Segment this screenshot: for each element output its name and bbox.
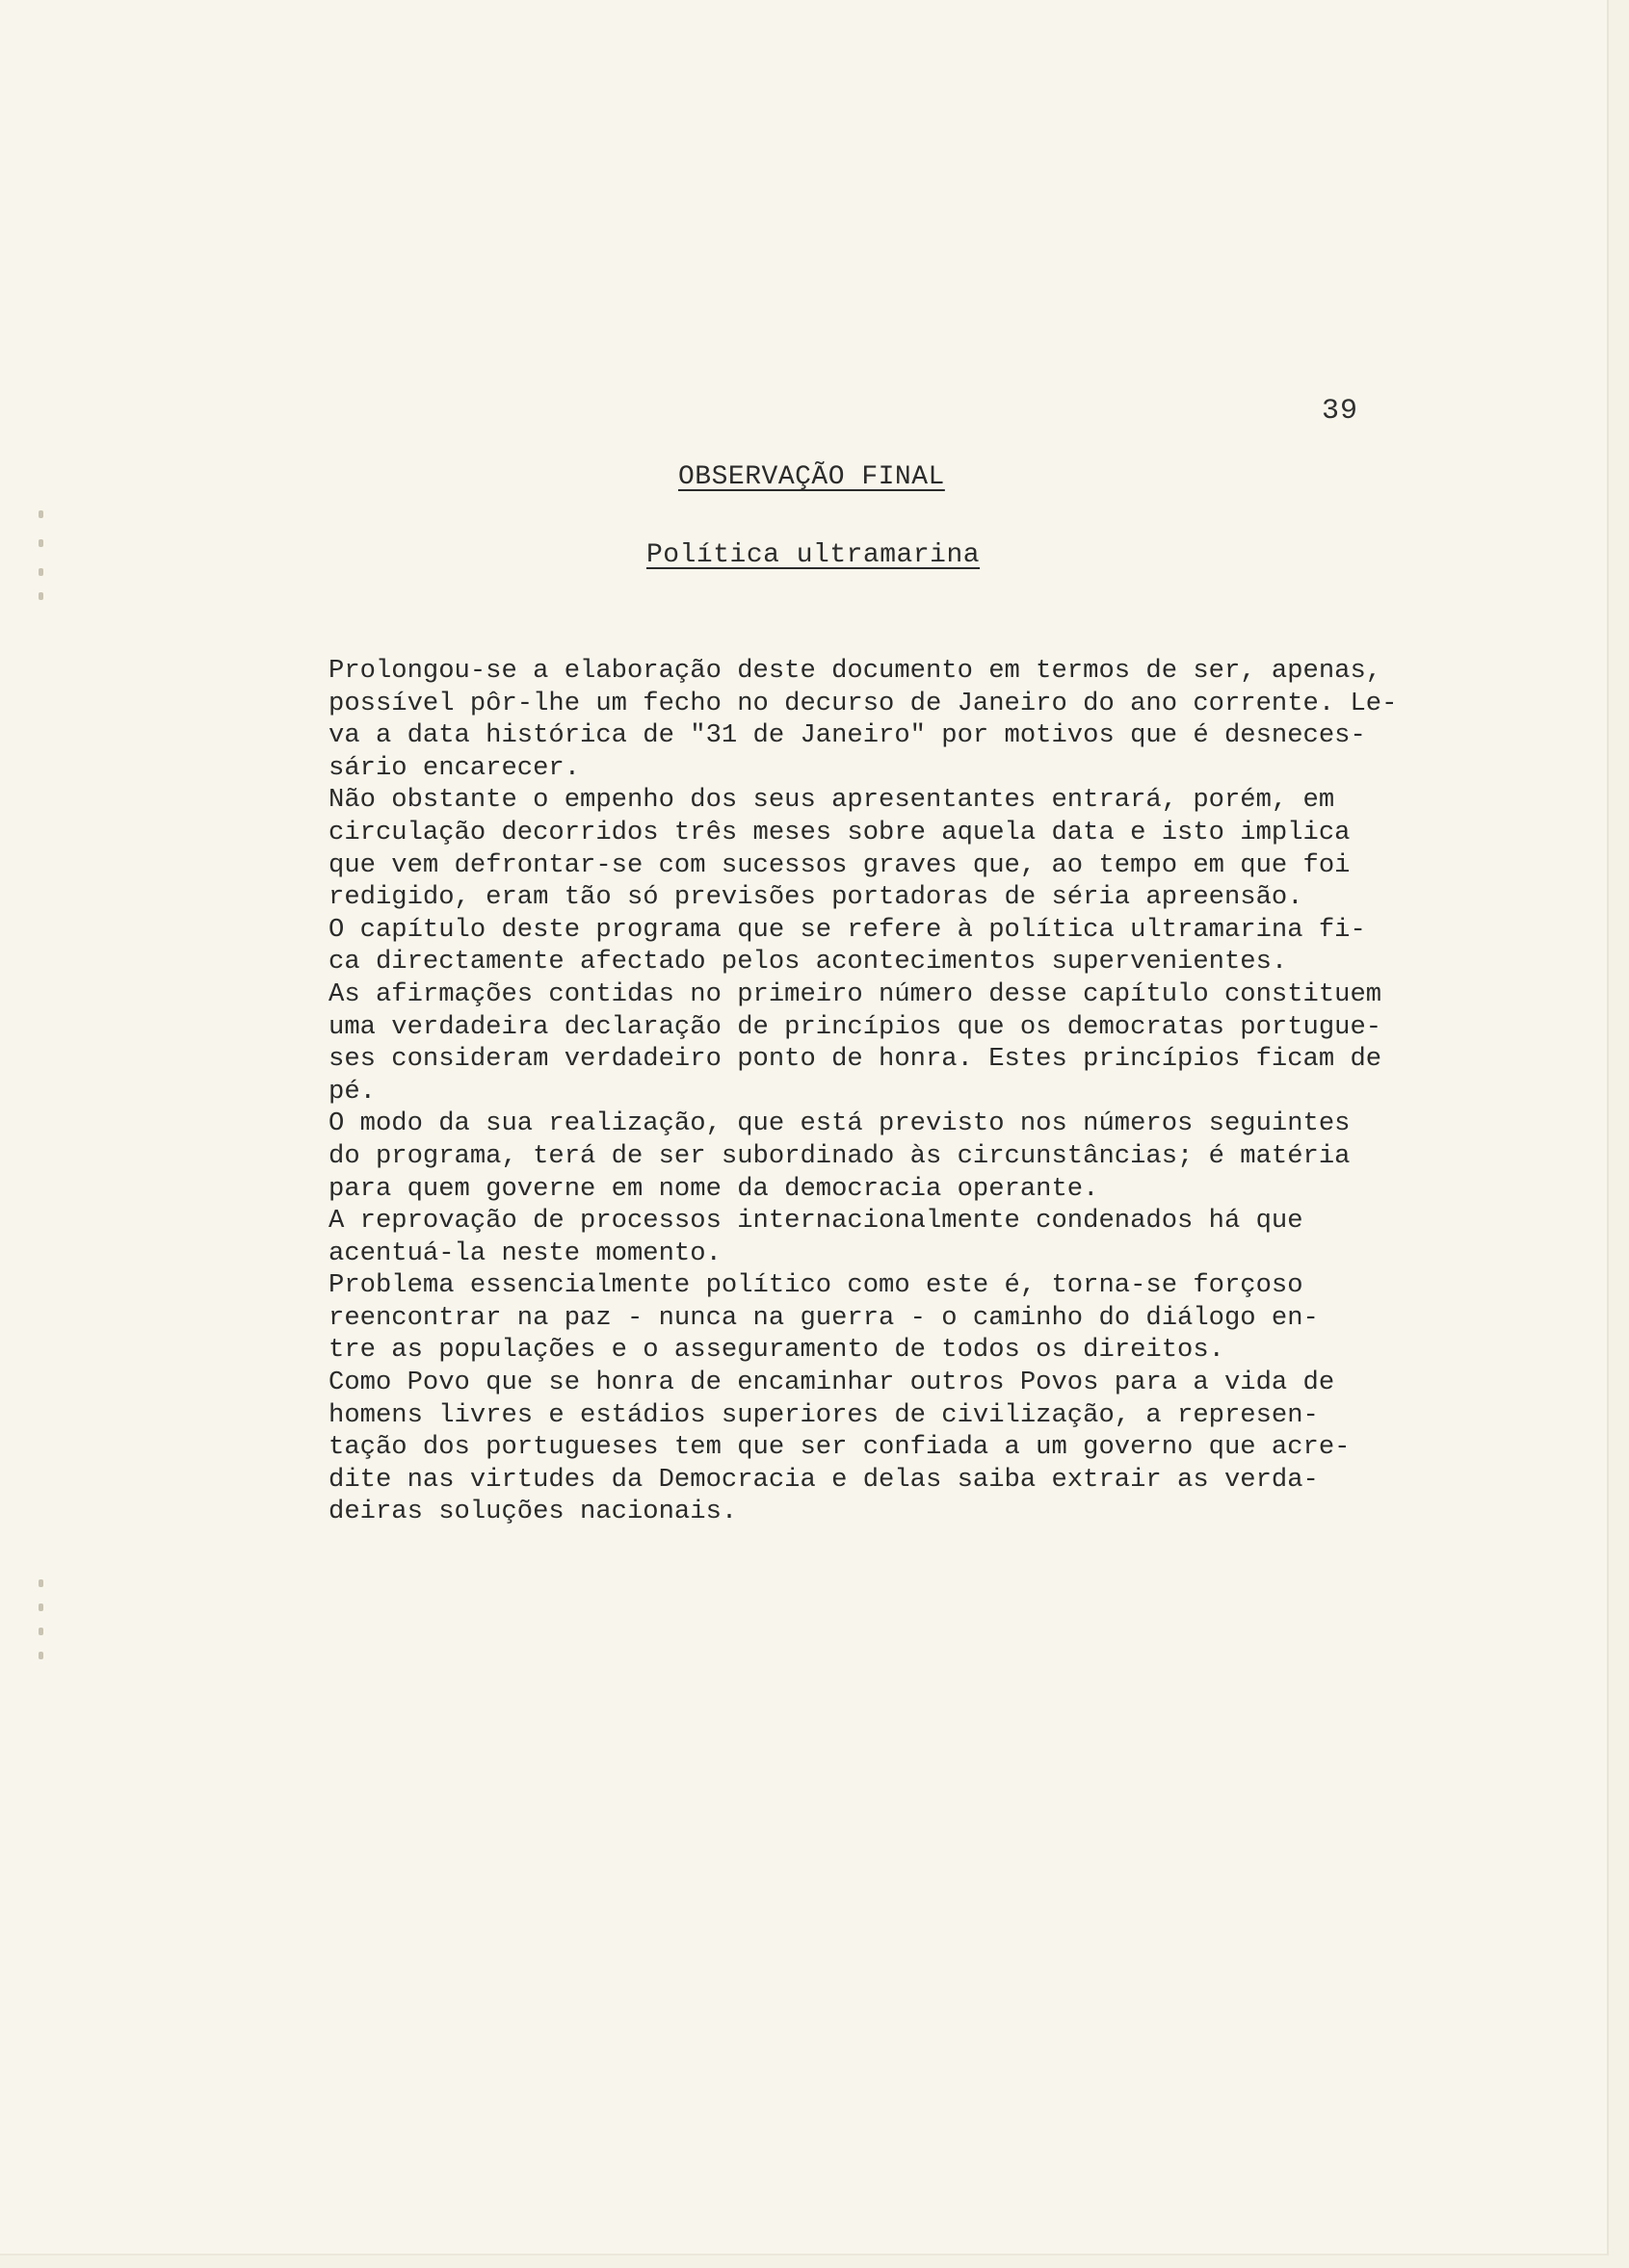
binder-hole-mark: [39, 510, 43, 518]
binder-hole-mark: [39, 568, 43, 576]
text-line: acentuá-la neste momento.: [328, 1238, 722, 1268]
text-line: Problema essencialmente político como este é, torna-se forçoso: [328, 1270, 1303, 1301]
text-line: tre as populações e o asseguramento de todos os direitos.: [328, 1335, 1224, 1366]
binder-hole-mark: [39, 539, 43, 547]
page-title: OBSERVAÇÃO FINAL: [678, 462, 945, 492]
text-line: sário encarecer.: [328, 752, 581, 783]
body-text: [328, 655, 1484, 1528]
binder-hole-marks: [39, 0, 52, 2268]
text-line: reencontrar na paz - nunca na guerra - o caminho do diálogo en-: [328, 1302, 1319, 1333]
text-line: deiras soluções nacionais.: [328, 1497, 738, 1527]
page-number: 39: [1322, 395, 1359, 428]
binder-hole-mark: [39, 592, 43, 600]
text-line: ca directamente afectado pelos acontecimentos supervenientes.: [328, 947, 1288, 978]
binder-hole-mark: [39, 1603, 43, 1611]
text-line: pé.: [328, 1076, 376, 1107]
text-line: A reprovação de processos internacionalmente condenados há que: [328, 1206, 1303, 1237]
text-line: As afirmações contidas no primeiro número desse capítulo constituem: [328, 978, 1382, 1009]
text-line: circulação decorridos três meses sobre aquela data e isto implica: [328, 817, 1351, 847]
binder-hole-mark: [39, 1652, 43, 1659]
text-line: redigido, eram tão só previsões portadoras de séria apreensão.: [328, 882, 1303, 913]
text-line: uma verdadeira declaração de princípios que os democratas portugue-: [328, 1011, 1382, 1042]
text-line: O modo da sua realização, que está previsto nos números seguintes: [328, 1108, 1351, 1139]
text-line: dite nas virtudes da Democracia e delas saiba extrair as verda-: [328, 1464, 1319, 1495]
text-line: que vem defrontar-se com sucessos graves que, ao tempo em que foi: [328, 849, 1351, 880]
text-line: O capítulo deste programa que se refere à política ultramarina fi-: [328, 914, 1366, 945]
text-line: do programa, terá de ser subordinado às circunstâncias; é matéria: [328, 1140, 1351, 1171]
text-line: homens livres e estádios superiores de civilização, a represen-: [328, 1399, 1319, 1430]
section-title: Política ultramarina: [646, 540, 981, 570]
text-line: Prolongou-se a elaboração deste documento em termos de ser, apenas,: [328, 656, 1382, 686]
text-line: ses consideram verdadeiro ponto de honra. Estes princípios ficam de: [328, 1044, 1382, 1075]
text-line: para quem governe em nome da democracia operante.: [328, 1173, 1099, 1204]
text-line: tação dos portugueses tem que ser confiada a um governo que acre-: [328, 1432, 1351, 1463]
binder-hole-mark: [39, 1579, 43, 1587]
binder-hole-mark: [39, 1628, 43, 1635]
text-line: Não obstante o empenho dos seus apresentantes entrará, porém, em: [328, 785, 1335, 816]
text-line: possível pôr-lhe um fecho no decurso de Janeiro do ano corrente. Le-: [328, 688, 1398, 718]
text-line: va a data histórica de "31 de Janeiro" por motivos que é desneces-: [328, 720, 1366, 751]
text-line: Como Povo que se honra de encaminhar outros Povos para a vida de: [328, 1368, 1335, 1398]
